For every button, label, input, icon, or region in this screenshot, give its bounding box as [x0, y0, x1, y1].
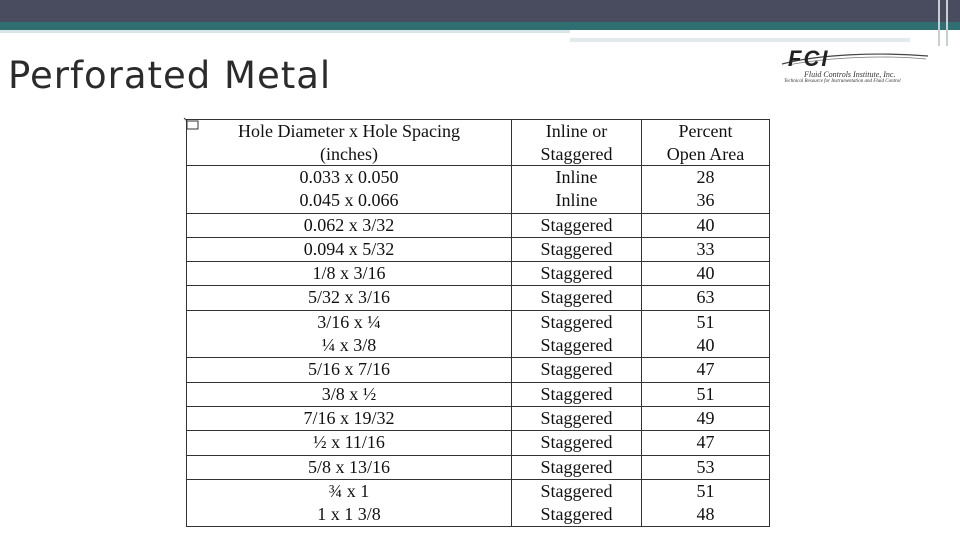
open-area-value: 40	[696, 214, 715, 235]
hole-size-value: 5/8 x 13/16	[307, 456, 390, 477]
pattern-value: Inline	[555, 190, 598, 211]
slide-title: Perforated Metal	[8, 54, 332, 97]
table-row	[187, 431, 770, 455]
pattern-cell	[512, 358, 642, 382]
open-area-cell	[642, 455, 770, 479]
open-area-cell	[642, 262, 770, 286]
top-banner	[0, 0, 960, 22]
pattern-value: Staggered	[540, 263, 613, 284]
column-header-line: (inches)	[320, 143, 378, 164]
hole-size-value: ½ x 11/16	[313, 432, 385, 453]
pattern-cell	[512, 431, 642, 455]
pattern-cell	[512, 213, 642, 237]
hole-size-value: 0.094 x 5/32	[303, 238, 395, 259]
pattern-value: Staggered	[540, 504, 613, 525]
hole-size-value: ¼ x 3/8	[321, 335, 377, 356]
open-area-value: 49	[696, 407, 715, 428]
open-area-value: 47	[696, 432, 715, 453]
open-area-value: 33	[696, 238, 715, 259]
column-header	[512, 120, 642, 166]
hole-size-cell	[187, 382, 512, 406]
pattern-value: Inline	[555, 167, 598, 187]
open-area-value: 40	[696, 335, 715, 356]
decorative-streak	[0, 30, 570, 33]
hole-size-value: 0.033 x 0.050	[299, 167, 399, 187]
pattern-cell	[512, 310, 642, 358]
open-area-cell	[642, 310, 770, 358]
open-area-cell	[642, 431, 770, 455]
hole-size-cell	[187, 262, 512, 286]
table-row	[187, 262, 770, 286]
hole-size-cell	[187, 431, 512, 455]
column-header	[642, 120, 770, 166]
fci-logo	[780, 46, 935, 88]
pattern-value: Staggered	[540, 287, 613, 308]
table-row	[187, 382, 770, 406]
table-row	[187, 406, 770, 430]
table-row	[187, 166, 770, 214]
open-area-value: 36	[696, 190, 715, 211]
column-header	[187, 120, 512, 166]
open-area-cell	[642, 406, 770, 430]
pattern-cell	[512, 406, 642, 430]
pattern-cell	[512, 237, 642, 261]
hole-size-value: 0.062 x 3/32	[303, 214, 395, 235]
hole-size-value: 5/16 x 7/16	[307, 359, 390, 380]
table-row	[187, 237, 770, 261]
table-row	[187, 286, 770, 310]
hole-size-cell	[187, 358, 512, 382]
open-area-cell	[642, 382, 770, 406]
pattern-cell	[512, 166, 642, 214]
logo-mark: FCI	[788, 46, 830, 71]
logo-tagline: Fluid Controls Institute, Inc.	[804, 70, 896, 79]
table-header-row	[187, 120, 770, 166]
pattern-cell	[512, 382, 642, 406]
pattern-value: Staggered	[540, 407, 613, 428]
hole-size-value: 1 x 1 3/8	[317, 504, 381, 525]
hole-size-cell	[187, 166, 512, 214]
decorative-streak	[570, 38, 910, 42]
hole-size-cell	[187, 237, 512, 261]
hole-size-cell	[187, 213, 512, 237]
pattern-value: Staggered	[540, 480, 613, 501]
open-area-value: 51	[696, 383, 715, 404]
hole-size-value: 3/8 x ½	[321, 383, 377, 404]
open-area-cell	[642, 286, 770, 310]
hole-size-value: ¾ x 1	[328, 480, 370, 501]
hole-size-value: 7/16 x 19/32	[303, 407, 395, 428]
hole-size-value: 1/8 x 3/16	[312, 263, 386, 284]
logo-subtagline: Technical Resource for Instrumentation and Fluid Control	[784, 79, 901, 84]
pattern-value: Staggered	[540, 432, 613, 453]
pattern-value: Staggered	[540, 383, 613, 404]
open-area-cell	[642, 237, 770, 261]
open-area-value: 51	[696, 311, 715, 332]
open-area-value: 48	[696, 504, 715, 525]
pattern-cell	[512, 286, 642, 310]
pattern-value: Staggered	[540, 311, 613, 332]
perforated-metal-table	[186, 119, 770, 527]
hole-size-cell	[187, 455, 512, 479]
pattern-cell	[512, 479, 642, 527]
table-row	[187, 455, 770, 479]
column-header-line: Open Area	[666, 143, 745, 164]
column-header-line: Staggered	[540, 143, 613, 164]
table-row	[187, 310, 770, 358]
hole-size-cell	[187, 286, 512, 310]
spec-table	[186, 119, 770, 527]
open-area-value: 51	[696, 480, 715, 501]
column-header-line: Percent	[678, 121, 733, 141]
pattern-value: Staggered	[540, 456, 613, 477]
open-area-value: 40	[696, 263, 715, 284]
open-area-value: 47	[696, 359, 715, 380]
pattern-value: Staggered	[540, 238, 613, 259]
table-row	[187, 479, 770, 527]
hole-size-value: 3/16 x ¼	[317, 311, 381, 332]
pattern-value: Staggered	[540, 359, 613, 380]
open-area-value: 63	[696, 287, 715, 308]
open-area-cell	[642, 213, 770, 237]
top-banner-accent-line	[946, 0, 948, 46]
top-banner-teal-band	[0, 22, 960, 30]
table-row	[187, 213, 770, 237]
column-header-line: Inline or	[545, 121, 608, 141]
pattern-value: Staggered	[540, 335, 613, 356]
table-row	[187, 358, 770, 382]
hole-size-value: 0.045 x 0.066	[299, 190, 399, 211]
hole-size-cell	[187, 310, 512, 358]
open-area-value: 53	[696, 456, 715, 477]
open-area-cell	[642, 166, 770, 214]
open-area-value: 28	[696, 167, 715, 187]
open-area-cell	[642, 479, 770, 527]
pattern-cell	[512, 455, 642, 479]
top-banner-accent-line	[938, 0, 940, 46]
hole-size-cell	[187, 479, 512, 527]
hole-size-cell	[187, 406, 512, 430]
column-header-line: Hole Diameter x Hole Spacing	[238, 121, 460, 141]
open-area-cell	[642, 358, 770, 382]
hole-size-value: 5/32 x 3/16	[307, 287, 390, 308]
pattern-value: Staggered	[540, 214, 613, 235]
pattern-cell	[512, 262, 642, 286]
